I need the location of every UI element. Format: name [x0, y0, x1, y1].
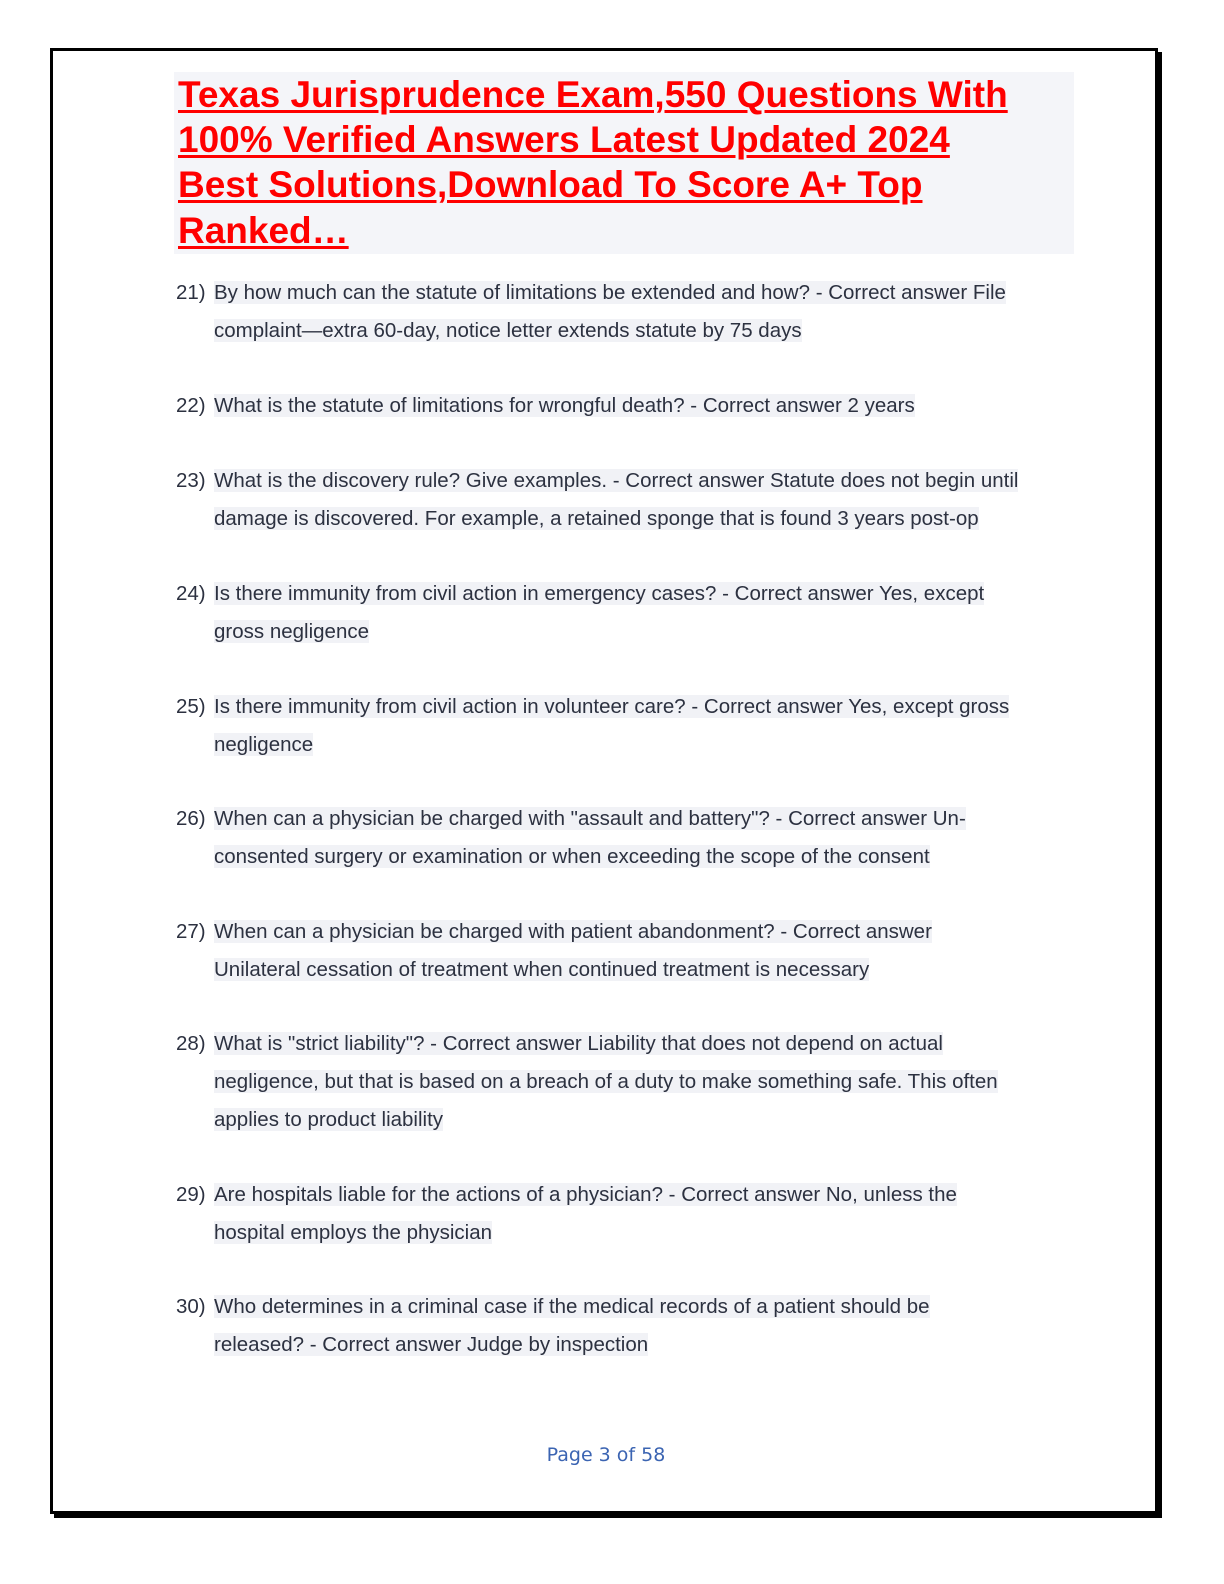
- qa-text-line: Are hospitals liable for the actions of a physician? - Correct answer No, unless the: [214, 1183, 957, 1206]
- qa-text-line: applies to product liability: [214, 1108, 444, 1131]
- qa-text-line: negligence: [214, 733, 314, 756]
- qa-text-line: When can a physician be charged with patient abandonment? - Correct answer: [214, 920, 932, 943]
- qa-text-line: negligence, but that is based on a breach of a duty to make something safe. This often: [214, 1070, 998, 1093]
- qa-number: 25): [176, 695, 206, 718]
- qa-text-line: What is "strict liability"? - Correct answer Liability that does not depend on actual: [214, 1032, 943, 1055]
- qa-number: 29): [176, 1183, 206, 1206]
- qa-text-line: Is there immunity from civil action in volunteer care? - Correct answer Yes, except gross: [214, 695, 1010, 718]
- qa-item-23: [176, 462, 1076, 538]
- document-title-line-4: Ranked…: [178, 210, 349, 251]
- qa-item-27: [176, 913, 1076, 989]
- qa-item-30: [176, 1288, 1076, 1364]
- qa-item-28: [176, 1025, 1076, 1139]
- qa-number: 22): [176, 394, 206, 417]
- qa-number: 24): [176, 582, 206, 605]
- qa-text-line: gross negligence: [214, 620, 369, 643]
- qa-number: 28): [176, 1032, 206, 1055]
- qa-number: 23): [176, 469, 206, 492]
- qa-text-line: Is there immunity from civil action in emergency cases? - Correct answer Yes, except: [214, 582, 985, 605]
- qa-item-26: [176, 800, 1076, 876]
- document-title-line-1: Texas Jurisprudence Exam,550 Questions With: [178, 74, 1008, 115]
- qa-text-line: consented surgery or examination or when exceeding the scope of the consent: [214, 845, 930, 868]
- qa-item-29: [176, 1176, 1076, 1252]
- qa-text-line: What is the statute of limitations for wrongful death? - Correct answer 2 years: [214, 394, 915, 417]
- page-number-footer: Page 3 of 58: [546, 1444, 666, 1466]
- qa-number: 21): [176, 281, 206, 304]
- qa-text-line: damage is discovered. For example, a retained sponge that is found 3 years post-op: [214, 507, 979, 530]
- qa-number: 27): [176, 920, 206, 943]
- qa-text-line: complaint—extra 60-day, notice letter extends statute by 75 days: [214, 319, 802, 342]
- qa-text-line: By how much can the statute of limitations be extended and how? - Correct answer File: [214, 281, 1006, 304]
- qa-text-line: hospital employs the physician: [214, 1221, 493, 1244]
- qa-item-25: [176, 688, 1076, 764]
- document-title-line-2: 100% Verified Answers Latest Updated 2024: [178, 119, 950, 160]
- qa-text-line: What is the discovery rule? Give examples. - Correct answer Statute does not begin until: [214, 469, 1019, 492]
- qa-number: 30): [176, 1295, 206, 1318]
- qa-text-line: Unilateral cessation of treatment when continued treatment is necessary: [214, 958, 870, 981]
- qa-number: 26): [176, 807, 206, 830]
- qa-item-22: [176, 387, 1076, 425]
- qa-item-21: [176, 274, 1076, 350]
- qa-text-line: When can a physician be charged with "assault and battery"? - Correct answer Un-: [214, 807, 966, 830]
- qa-text-line: released? - Correct answer Judge by inspection: [214, 1333, 649, 1356]
- qa-item-24: [176, 575, 1076, 651]
- document-title-line-3: Best Solutions,Download To Score A+ Top: [178, 164, 923, 205]
- qa-text-line: Who determines in a criminal case if the medical records of a patient should be: [214, 1295, 930, 1318]
